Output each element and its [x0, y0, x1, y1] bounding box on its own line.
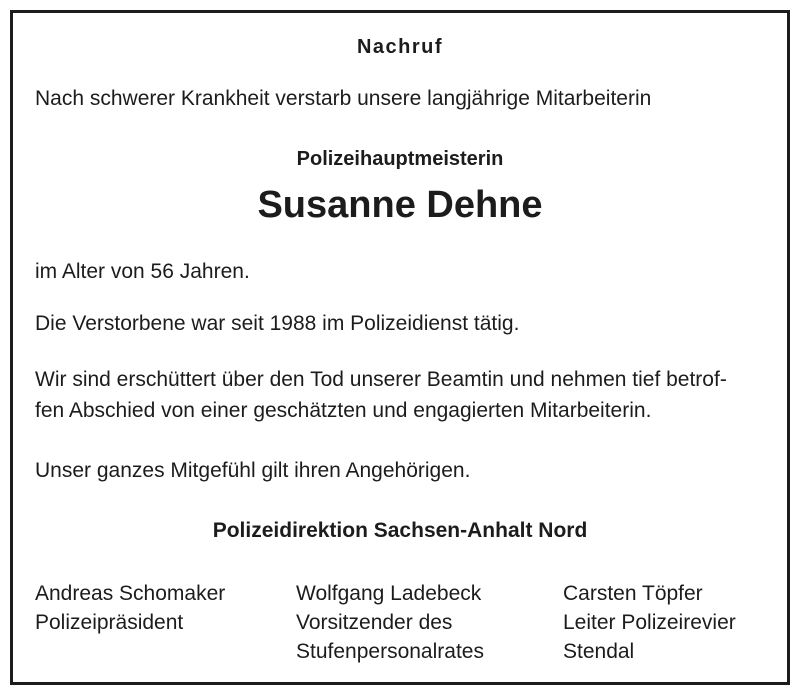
deceased-rank: Polizeihauptmeisterin	[296, 148, 504, 170]
age-text: im Alter von 56 Jahren.	[35, 260, 250, 283]
service-text: Die Verstorbene war seit 1988 im Polizeidienst tätig.	[35, 312, 520, 335]
condolence-line-2: fen Abschied von einer geschätzten und engagierten Mitarbeiterin.	[35, 399, 652, 422]
obituary-notice	[10, 10, 790, 685]
signatory-title: Vorsitzender des	[296, 611, 453, 634]
sympathy-text: Unser ganzes Mitgefühl gilt ihren Angehörigen.	[35, 459, 471, 482]
notice-heading: Nachruf	[356, 36, 444, 58]
condolence-line-1: Wir sind erschüttert über den Tod unserer Beamtin und nehmen tief betrof-	[35, 368, 727, 391]
signatory-block	[35, 579, 225, 637]
intro-text: Nach schwerer Krankheit verstarb unsere langjährige Mitarbeiterin	[35, 87, 652, 110]
signatory-name: Andreas Schomaker	[35, 582, 226, 605]
signatory-title: Leiter Polizeirevier	[563, 611, 736, 634]
signatory-title: Polizeipräsident	[35, 611, 184, 634]
signatory-block	[296, 579, 484, 666]
organization-name: Polizeidirektion Sachsen-Anhalt Nord	[212, 519, 588, 542]
deceased-name: Susanne Dehne	[257, 184, 543, 226]
signatory-block	[563, 579, 736, 666]
signatory-name: Wolfgang Ladebeck	[296, 582, 482, 605]
signatory-name: Carsten Töpfer	[563, 582, 703, 605]
signatory-title-continued: Stufenpersonalrates	[296, 640, 484, 663]
signatory-title-continued: Stendal	[563, 640, 635, 663]
